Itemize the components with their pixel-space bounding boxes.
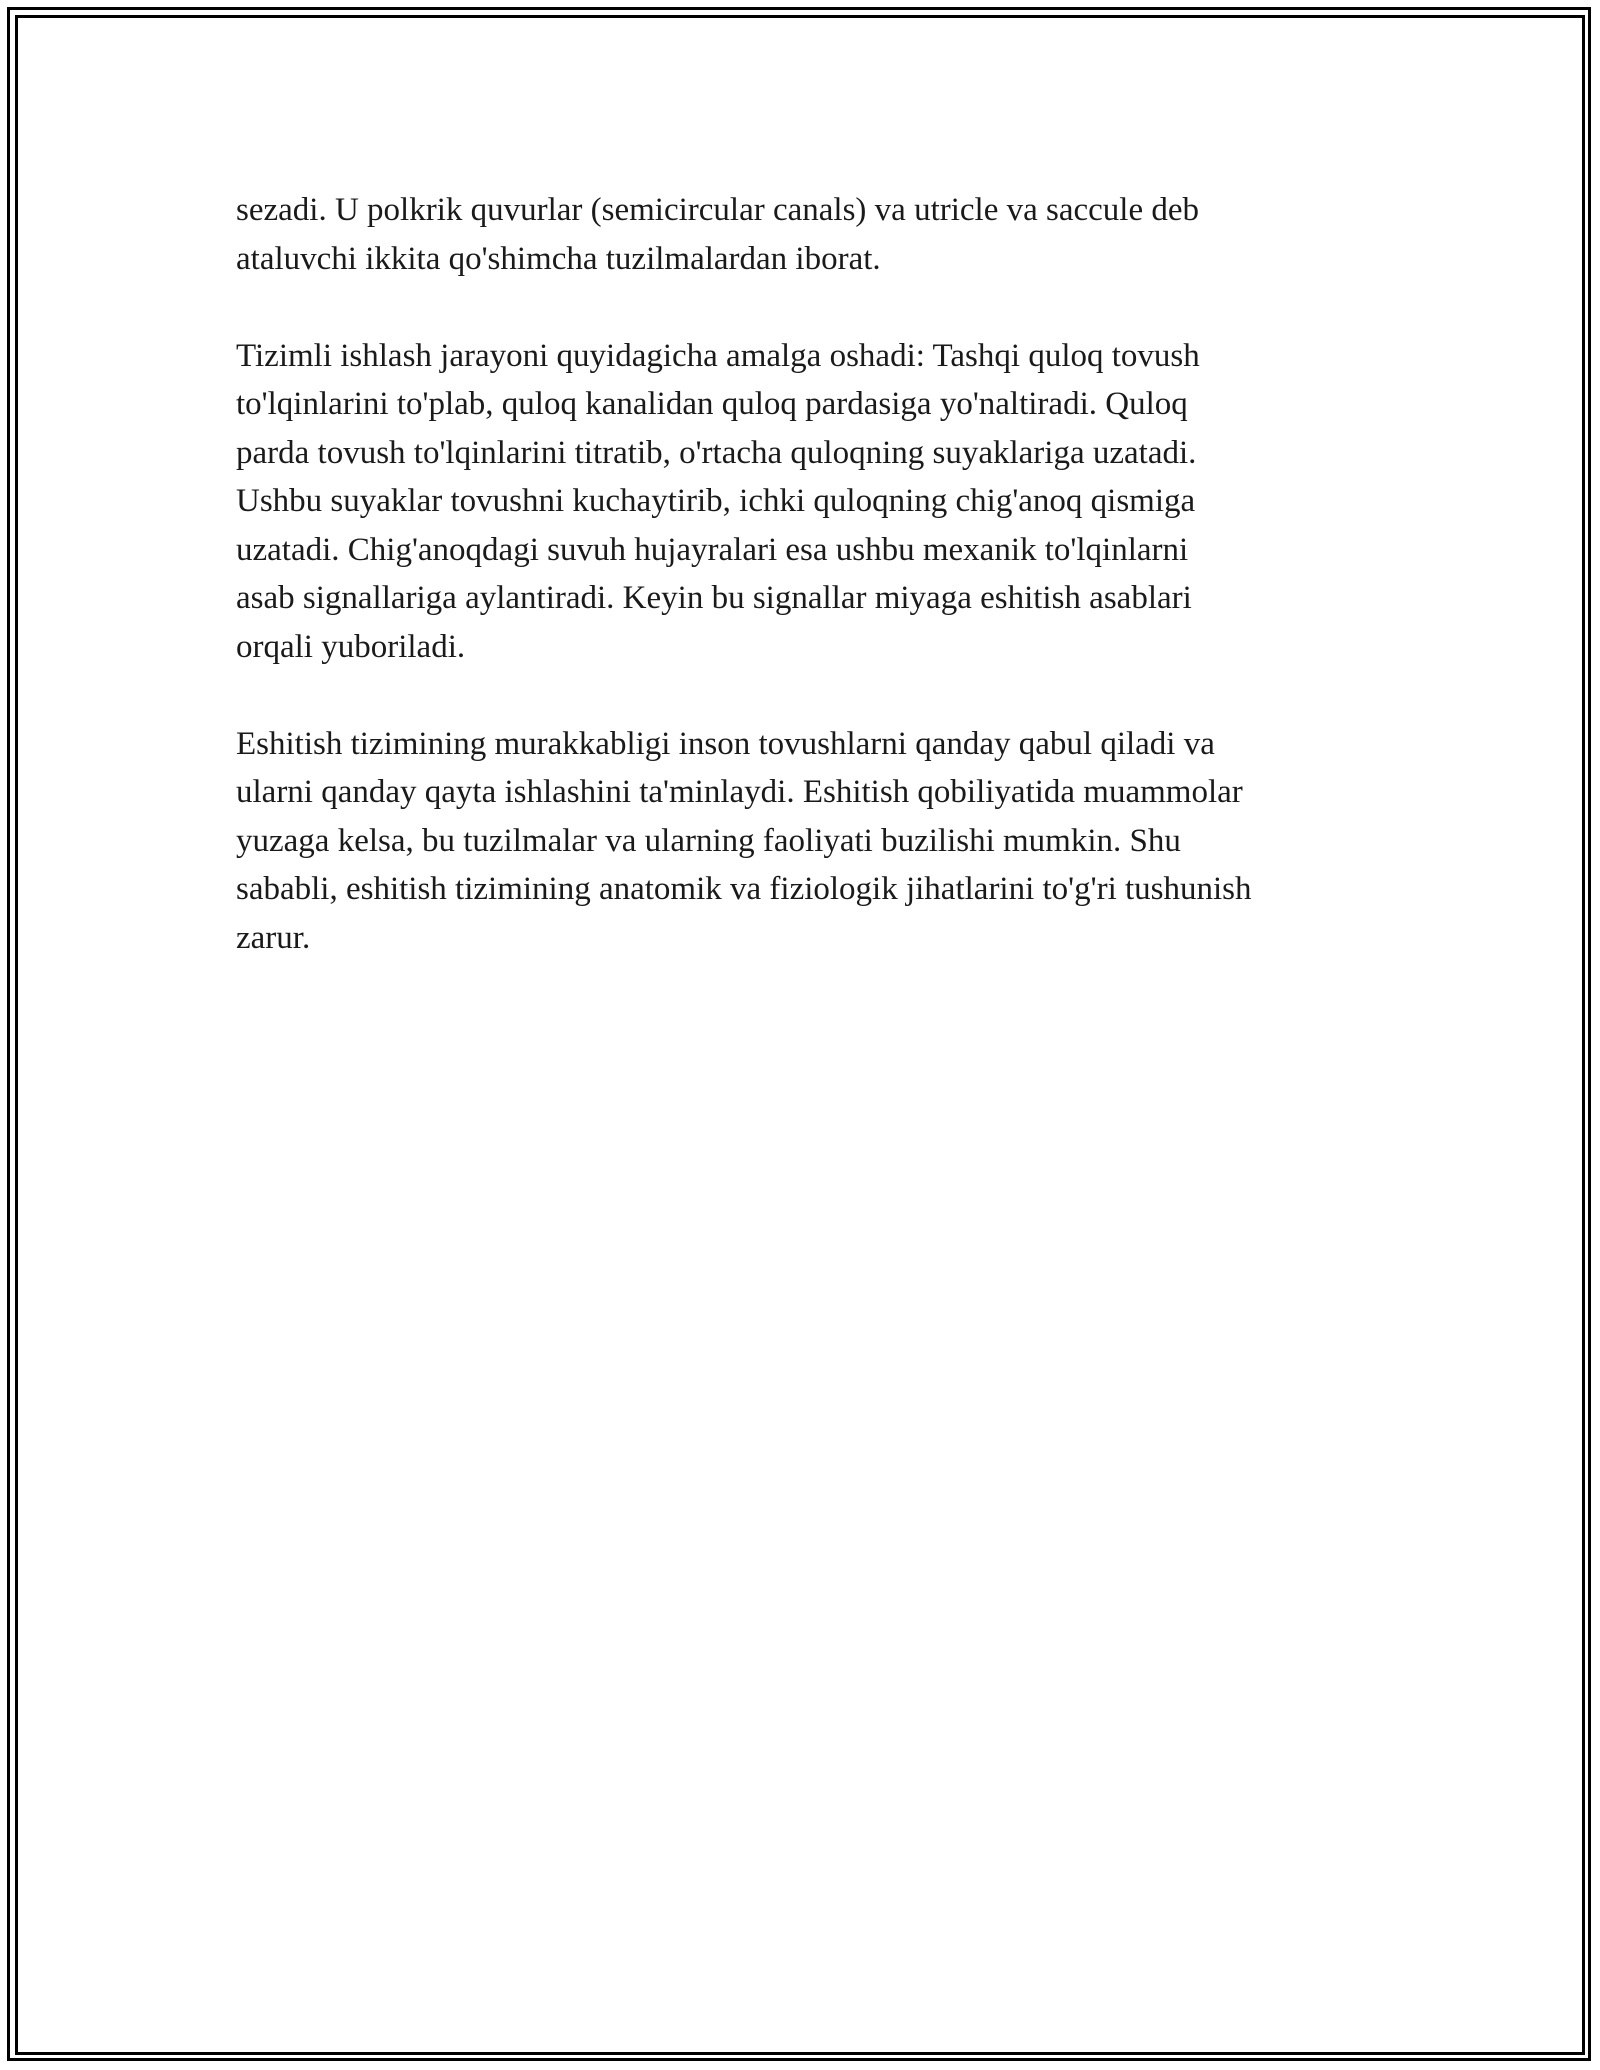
document-body bbox=[236, 186, 1396, 1011]
paragraph-2: Tizimli ishlash jarayoni quyidagicha amalga oshadi: Tashqi quloq tovush to'lqinlarini to'plab, quloq kanalidan quloq pardasiga yo'naltiradi. Quloq parda tovush to'lqinlarini titratib, o'rtacha quloqning suyaklariga uzatadi. Ushbu suyaklar tovushni kuchaytirib, ichki quloqning chig'anoq qismiga uzatadi. Chig'anoqdagi suvuh hujayralari esa ushbu mexanik to'lqinlarni asab signallariga aylantiradi. Keyin bu signallar miyaga eshitish asablari orqali yuboriladi. bbox=[236, 337, 1200, 665]
paragraph-1: sezadi. U polkrik quvurlar (semicircular canals) va utricle va saccule deb ataluvchi ikkita qo'shimcha tuzilmalardan iborat. bbox=[236, 192, 1199, 277]
paragraph-3: Eshitish tizimining murakkabligi inson tovushlarni qanday qabul qiladi va ularni qanday qayta ishlashini ta'minlaydi. Eshitish qobiliyatida muammolar yuzaga kelsa, bu tuzilmalar va ularning faoliyati buzilishi mumkin. Shu sababli, eshitish tizimining anatomik va fiziologik jihatlarini to'g'ri tushunish zarur. bbox=[236, 725, 1252, 956]
